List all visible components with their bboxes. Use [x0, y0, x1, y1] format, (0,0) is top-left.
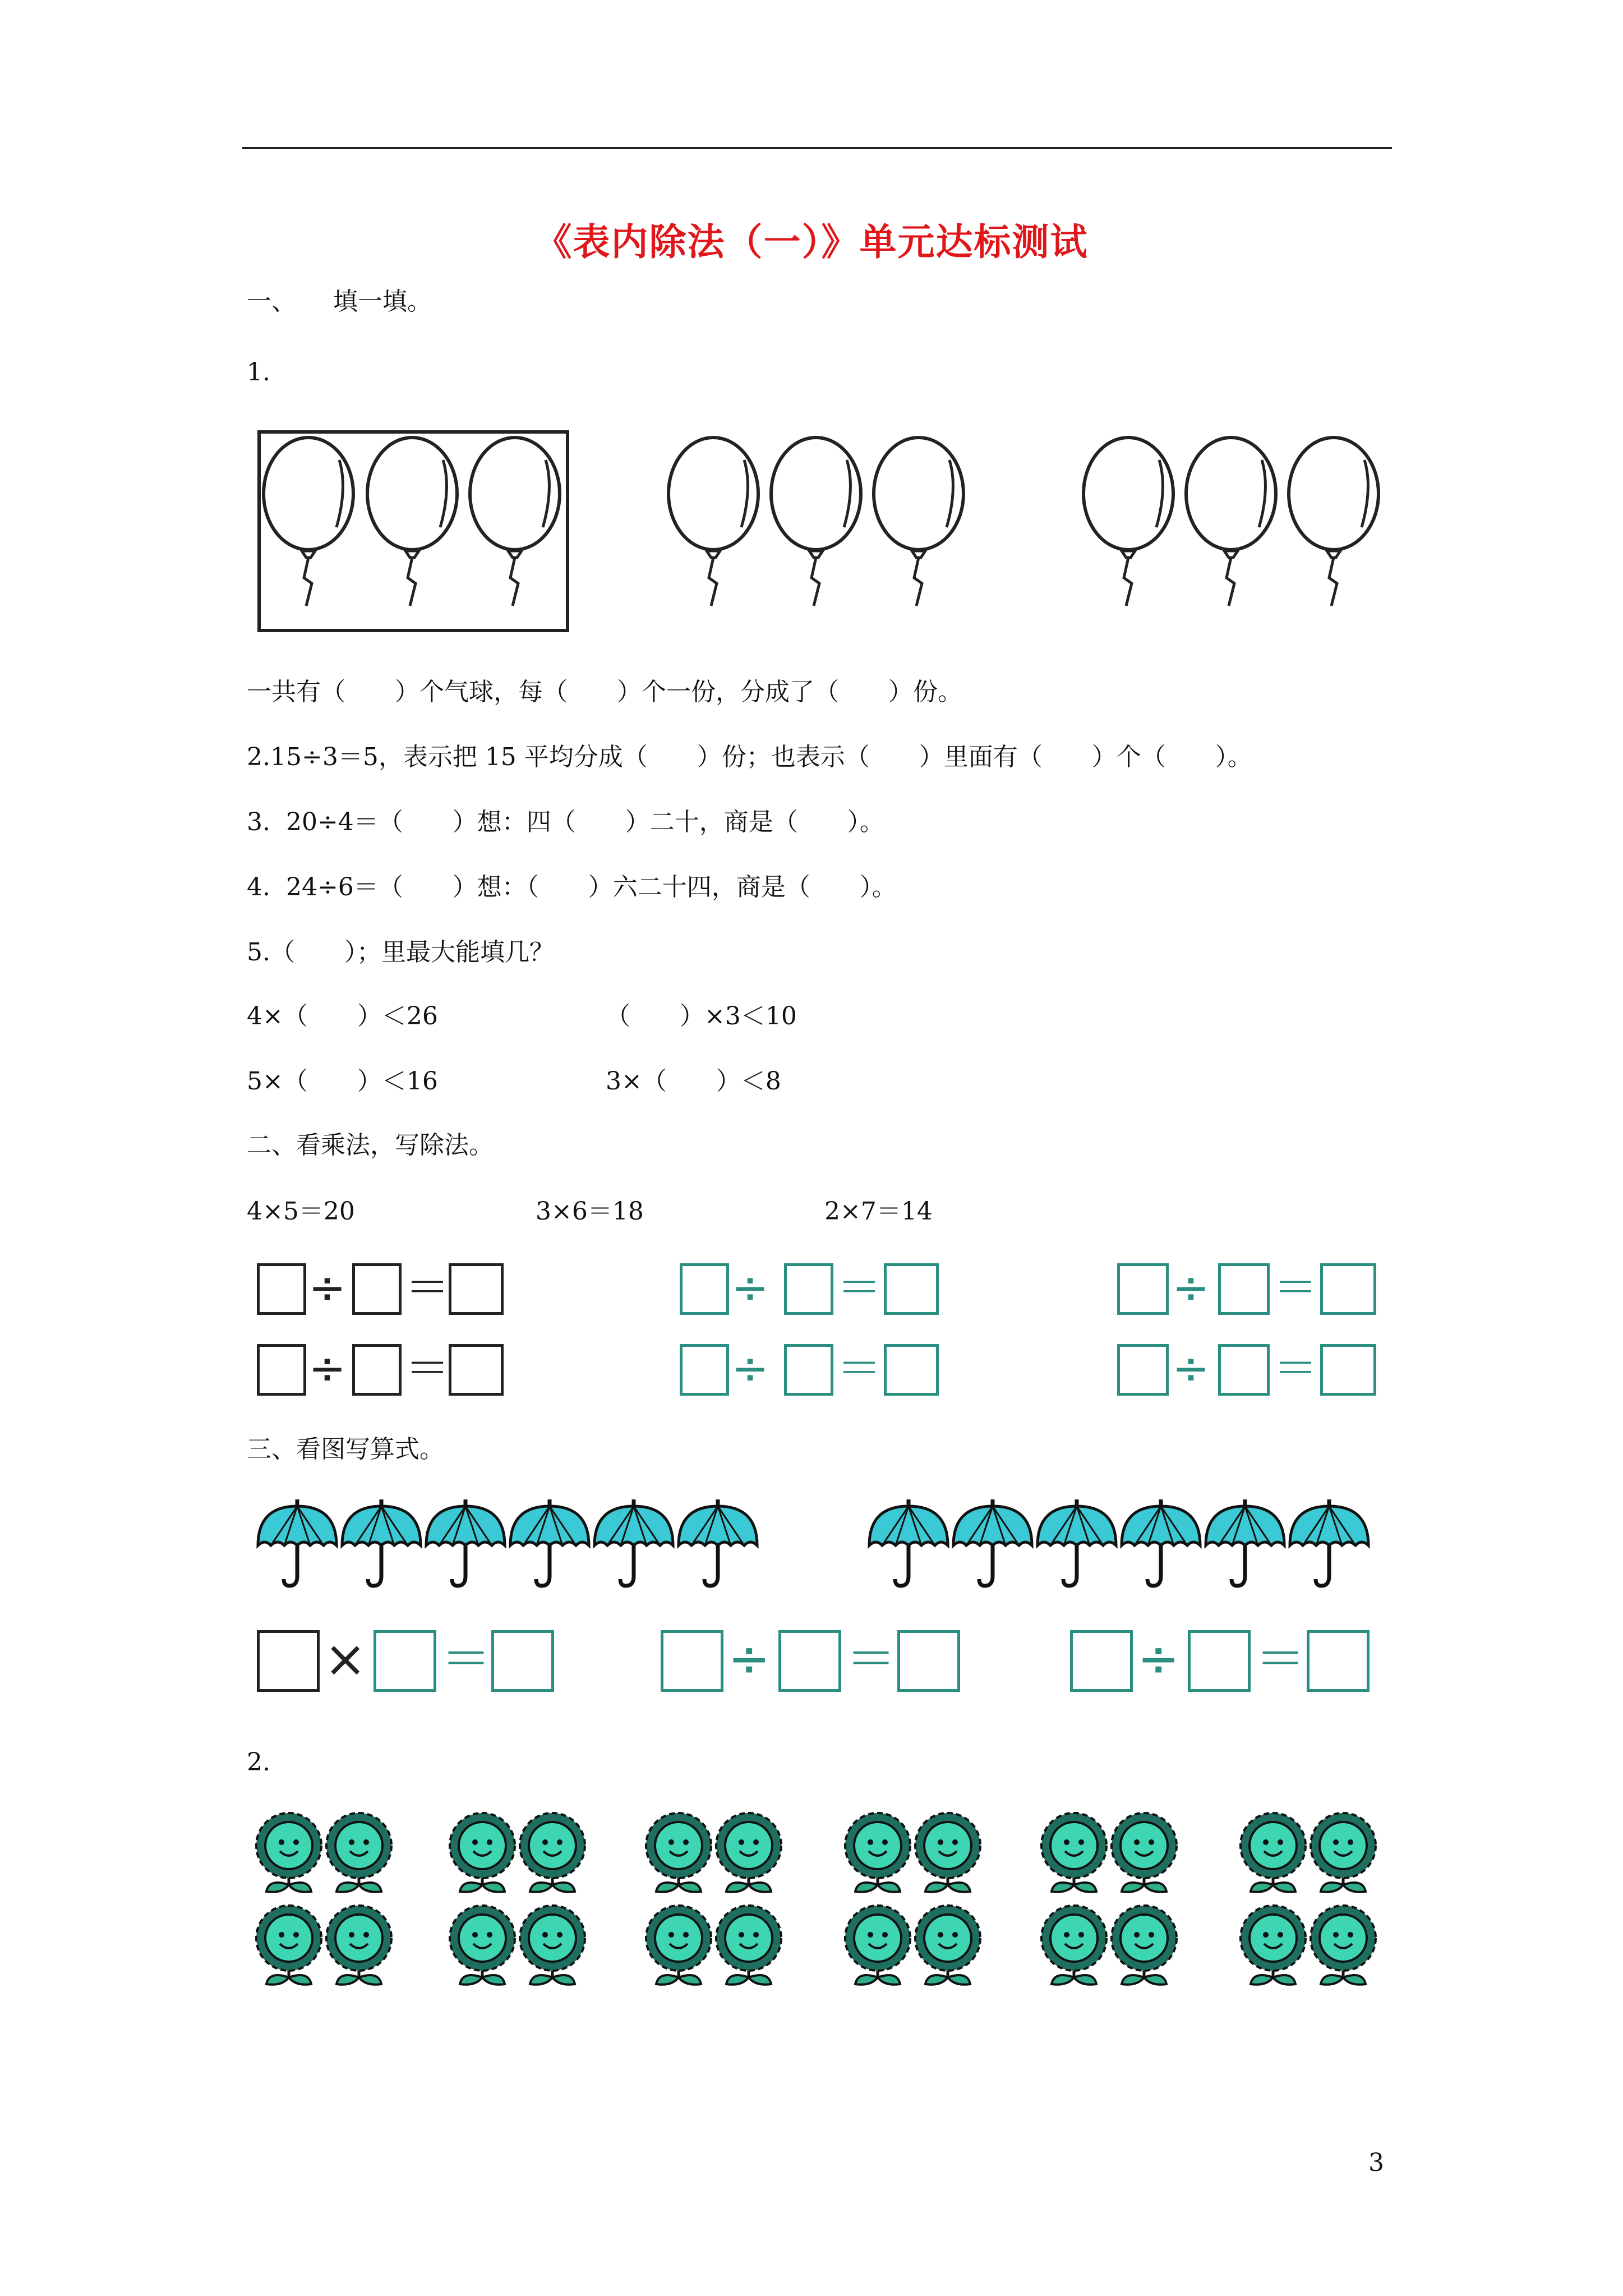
multiplication-1: 4×5＝20 — [247, 1197, 355, 1226]
sunflower-icon — [915, 1906, 980, 1985]
answer-box[interactable] — [257, 1263, 306, 1315]
answer-box[interactable] — [374, 1630, 436, 1692]
divide-sign: ÷ — [308, 1262, 347, 1314]
sunflower-icon — [716, 1813, 781, 1892]
divide-sign: ÷ — [1172, 1342, 1210, 1395]
balloon-icon — [771, 438, 861, 606]
answer-box[interactable] — [778, 1630, 841, 1692]
balloon-icon — [470, 438, 560, 606]
q2-text: 2.15÷3＝5，表示把 15 平均分成（ ）份；也表示（ ）里面有（ ）个（ ）。 — [247, 743, 1252, 771]
top-rule — [242, 147, 1392, 149]
answer-box[interactable] — [897, 1630, 960, 1692]
answer-box[interactable] — [1218, 1344, 1270, 1396]
umbrella-icon — [953, 1499, 1032, 1586]
sunflower-icon — [915, 1813, 980, 1892]
page-number: 3 — [1368, 2148, 1384, 2177]
sunflower-icon — [1311, 1813, 1376, 1892]
q1-label: 1. — [247, 358, 270, 386]
q3-text: 3. 20÷4＝（ ）想：四（ ）二十，商是（ ）。 — [247, 808, 884, 836]
q5a: 4×（ ）＜26 — [247, 1002, 438, 1030]
q5c: 5×（ ）＜16 — [247, 1067, 438, 1096]
q1-text: 一共有（ ）个气球，每（ ）个一份，分成了（ ）份。 — [247, 678, 962, 706]
answer-box[interactable] — [257, 1344, 306, 1396]
divide-sign: ÷ — [731, 1342, 769, 1395]
balloon-icon — [367, 438, 457, 606]
balloon-icon — [1186, 438, 1276, 606]
umbrella-icon — [426, 1499, 505, 1586]
umbrella-icon — [258, 1499, 336, 1586]
divide-sign: ÷ — [308, 1342, 347, 1395]
divide-sign: ÷ — [731, 1262, 769, 1314]
multiply-sign: × — [324, 1630, 367, 1688]
section3-heading: 三、看图写算式。 — [247, 1435, 444, 1464]
equals-sign: ＝ — [405, 1342, 450, 1395]
sunflower-icon — [520, 1906, 585, 1985]
answer-box[interactable] — [1320, 1344, 1376, 1396]
umbrella-icon — [1206, 1499, 1284, 1586]
answer-box[interactable] — [884, 1263, 939, 1315]
answer-box[interactable] — [784, 1263, 833, 1315]
balloon-icon — [668, 438, 758, 606]
answer-box[interactable] — [1188, 1630, 1251, 1692]
sunflower-icon — [1041, 1813, 1106, 1892]
umbrella-icon — [1290, 1499, 1368, 1586]
balloon-icon — [1083, 438, 1173, 606]
divide-sign: ÷ — [728, 1630, 771, 1688]
equals-sign: ＝ — [1255, 1630, 1306, 1688]
answer-box[interactable] — [491, 1630, 554, 1692]
sunflower-icon — [716, 1906, 781, 1985]
umbrella-icon — [679, 1499, 757, 1586]
sunflower-icon — [646, 1813, 711, 1892]
sunflower-icon — [256, 1906, 321, 1985]
umbrella-icon — [1122, 1499, 1200, 1586]
sunflower-icon — [450, 1813, 515, 1892]
sunflower-icon — [845, 1906, 910, 1985]
equals-sign: ＝ — [405, 1262, 450, 1314]
answer-box[interactable] — [680, 1344, 729, 1396]
section1-heading: 一、 填一填。 — [247, 287, 432, 316]
sunflower-icon — [326, 1906, 391, 1985]
sunflower-icon — [1241, 1906, 1306, 1985]
answer-box[interactable] — [1117, 1263, 1169, 1315]
answer-box[interactable] — [680, 1263, 729, 1315]
umbrella-icon — [342, 1499, 421, 1586]
sunflowers-illustration — [247, 1801, 1402, 1991]
sunflower-icon — [845, 1813, 910, 1892]
balloon-icon — [1289, 438, 1378, 606]
equals-sign: ＝ — [837, 1342, 882, 1395]
umbrella-icon — [594, 1499, 673, 1586]
sunflower-icon — [646, 1906, 711, 1985]
sunflower-icon — [1311, 1906, 1376, 1985]
multiplication-2: 3×6＝18 — [536, 1197, 644, 1226]
sunflower-icon — [256, 1813, 321, 1892]
equals-sign: ＝ — [837, 1262, 882, 1314]
answer-box[interactable] — [1218, 1263, 1270, 1315]
sunflower-icon — [1112, 1906, 1177, 1985]
equals-sign: ＝ — [1273, 1342, 1318, 1395]
multiplication-3: 2×7＝14 — [824, 1197, 933, 1226]
section3-q2-label: 2. — [247, 1748, 270, 1777]
sunflower-icon — [1041, 1906, 1106, 1985]
answer-box[interactable] — [884, 1344, 939, 1396]
answer-box[interactable] — [257, 1630, 320, 1692]
divide-sign: ÷ — [1137, 1630, 1180, 1688]
umbrella-icon — [1038, 1499, 1116, 1586]
answer-box[interactable] — [784, 1344, 833, 1396]
balloon-icon — [874, 438, 963, 606]
answer-box[interactable] — [1117, 1344, 1169, 1396]
equals-sign: ＝ — [846, 1630, 896, 1688]
balloon-icon — [264, 438, 353, 606]
balloon-group-box — [259, 432, 568, 631]
divide-sign: ÷ — [1172, 1262, 1210, 1314]
sunflower-icon — [520, 1813, 585, 1892]
sunflower-icon — [1241, 1813, 1306, 1892]
equals-sign: ＝ — [441, 1630, 491, 1688]
answer-box[interactable] — [1320, 1263, 1376, 1315]
answer-box[interactable] — [661, 1630, 723, 1692]
sunflower-icon — [450, 1906, 515, 1985]
answer-box[interactable] — [352, 1263, 402, 1315]
umbrellas-illustration — [247, 1492, 1402, 1593]
equals-sign: ＝ — [1273, 1262, 1318, 1314]
balloons-illustration — [247, 415, 1402, 639]
q5b: （ ）×3＜10 — [606, 1002, 797, 1030]
sunflower-icon — [326, 1813, 391, 1892]
q5-text: 5.（ ）；里最大能填几？ — [247, 938, 554, 967]
answer-box[interactable] — [449, 1344, 504, 1396]
answer-box[interactable] — [449, 1263, 504, 1315]
q4-text: 4. 24÷6＝（ ）想：（ ）六二十四，商是（ ）。 — [247, 873, 897, 901]
q5d: 3×（ ）＜8 — [606, 1067, 781, 1096]
answer-box[interactable] — [352, 1344, 402, 1396]
umbrella-icon — [510, 1499, 589, 1586]
sunflower-icon — [1112, 1813, 1177, 1892]
page-title: 《表内除法（一）》单元达标测试 — [534, 220, 1089, 264]
umbrella-icon — [869, 1499, 948, 1586]
answer-box[interactable] — [1070, 1630, 1133, 1692]
section2-heading: 二、看乘法，写除法。 — [247, 1131, 494, 1159]
answer-box[interactable] — [1307, 1630, 1370, 1692]
